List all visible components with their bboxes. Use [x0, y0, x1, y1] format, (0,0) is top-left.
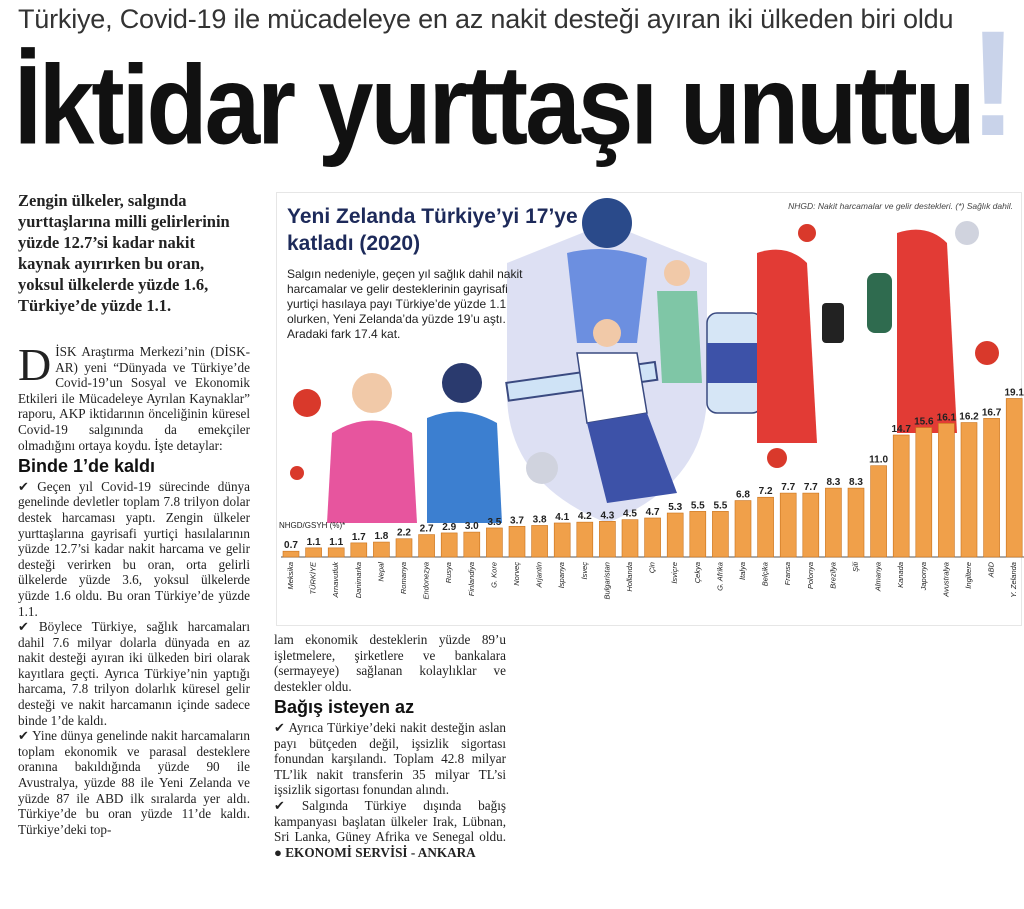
bar: [509, 526, 525, 557]
category-label: İtalya: [737, 562, 747, 580]
bar: [645, 518, 661, 557]
infographic: [276, 192, 1022, 626]
data-label: 0.7: [284, 540, 298, 552]
data-label: 16.1: [936, 412, 957, 424]
body-paragraph-3: ✔ Yine dünya genelinde nakit harcamaların toplam ekonomik ve parasal desteklere oranına bakıldığında yüzde 90 ile Avustralya, yüzde 88 ile Yeni Zelanda ve yüzde 87 ile ABD ilk sıralarda yer aldı. Türkiye’de bu oran yüzde 11’de kaldı. Türkiye’deki top-: [18, 728, 250, 837]
data-label: 8.3: [826, 477, 841, 489]
data-label: 2.7: [419, 523, 434, 535]
category-label: Endonezya: [421, 562, 431, 600]
intro-paragraph: [18, 339, 250, 453]
bar: [893, 435, 909, 557]
data-label: 2.9: [442, 521, 457, 533]
category-label: G. Afrika: [715, 562, 725, 591]
category-label: TÜRKİYE: [308, 562, 318, 595]
bar: [871, 466, 887, 557]
bar: [712, 511, 728, 557]
category-label: Polonya: [805, 562, 815, 590]
data-label: 3.7: [510, 515, 524, 527]
category-label: Fransa: [783, 562, 793, 586]
infographic-title: Yeni Zelanda Türkiye’yi 17’ye katladı (2020): [287, 205, 578, 255]
category-label: İspanya: [557, 562, 567, 589]
bar-chart: [277, 193, 1024, 625]
subhead-binde: Binde 1’de kaldı: [18, 456, 156, 477]
bar: [441, 533, 457, 557]
category-label: Çekya: [692, 562, 702, 584]
byline: ● EKONOMİ SERVİSİ - ANKARA: [274, 844, 476, 860]
category-label: Bulgaristan: [602, 562, 612, 600]
category-label: Rusya: [444, 562, 454, 584]
data-label: 5.5: [690, 500, 705, 512]
category-label: Almanya: [873, 562, 883, 592]
data-label: 7.7: [781, 482, 796, 494]
body-paragraph-5: [274, 798, 506, 860]
data-label: 8.3: [849, 477, 863, 489]
category-label: İsviçre: [670, 562, 680, 584]
body-paragraph-0: lam ekonomik desteklerin yüzde 89’u işletmelere, şirketlere ve bankalara (sermayeye) sağlanan kolaylıklar ve destekler oldu.: [274, 632, 506, 694]
data-label: 1.8: [374, 531, 389, 543]
kicker: Türkiye, Covid-19 ile mücadeleye en az nakit desteği ayıran iki ülkeden biri oldu: [18, 4, 954, 34]
data-label: 4.7: [645, 506, 660, 518]
data-label: 4.1: [555, 511, 570, 523]
bar: [464, 532, 480, 557]
category-label: Finlandiya: [466, 562, 476, 597]
category-label: Şili: [850, 562, 860, 573]
bar: [577, 522, 593, 557]
infographic-description: Salgın nedeniyle, geçen yıl sağlık dahil nakit harcamalar ve gelir desteklerinin gayrisafi yurtiçi hasılaya payı Türkiye’de yüzde 1.1 olurken, Yeni Zelanda’da yüzde 19’u aştı. Aradaki fark 17.4 kat.: [287, 267, 523, 341]
bar: [984, 418, 1000, 557]
data-label: 11.0: [869, 454, 889, 466]
category-label: ABD: [986, 562, 996, 578]
bar: [961, 423, 977, 557]
data-label: 7.7: [803, 482, 818, 494]
dropcap: D: [18, 339, 52, 390]
bar: [622, 520, 638, 557]
category-label: Romanya: [398, 562, 408, 595]
category-label: İsveç: [579, 562, 589, 580]
category-label: Brezilya: [828, 562, 838, 589]
column-right: [274, 632, 506, 860]
bar: [328, 548, 344, 557]
category-label: Çin: [647, 562, 657, 574]
bar: [283, 551, 299, 557]
category-label: G. Kore: [489, 562, 499, 588]
category-label: Nepal: [376, 562, 386, 582]
body-paragraph-5-text: ✔ Salgında Türkiye dışında bağış kampanyası başlatan ülkeler Irak, Lübnan, Sri Lanka, Güney Afrika ve Senegal oldu.: [274, 797, 506, 845]
data-label: 6.8: [736, 489, 750, 501]
data-label: 1.1: [329, 536, 344, 548]
data-label: 15.6: [914, 416, 934, 428]
category-label: Danimarka: [353, 562, 363, 599]
bar: [780, 493, 796, 557]
bar: [938, 423, 954, 557]
data-label: 16.7: [981, 407, 1002, 419]
category-label: Kanada: [896, 562, 906, 588]
bar: [803, 493, 819, 557]
category-label: Meksika: [285, 562, 295, 590]
data-label: 7.2: [758, 486, 773, 498]
bar: [419, 535, 435, 557]
category-label: Avustralya: [941, 562, 951, 597]
data-label: 3.0: [464, 521, 479, 533]
column-left: [18, 339, 250, 837]
data-label: 2.2: [397, 527, 411, 539]
category-label: Arjantin: [534, 562, 544, 588]
category-label: Japonya: [918, 562, 928, 591]
bar: [690, 511, 706, 557]
data-label: 1.1: [306, 536, 321, 548]
bar: [554, 523, 570, 557]
data-label: 5.3: [668, 502, 683, 514]
data-label: 19.1: [1004, 387, 1024, 399]
body-paragraph-2: ✔ Böylece Türkiye, sağlık harcamaları dahil 7.6 milyar dolarla dünyada en az nakit desteği ayıran iki ülkeden biri olarak kayıtlara geçti. Ayrıca Türkiye’nin yaptığı harcama, 7.8 trilyon dolarlık küresel gelir desteği ve nakit harcamanın içinde sadece binde 1’de kaldı.: [18, 619, 250, 728]
data-label: 1.7: [351, 531, 366, 543]
data-label: 3.5: [487, 516, 502, 528]
category-label: İngiltere: [963, 562, 973, 589]
data-label: 4.3: [600, 510, 615, 522]
bar: [1006, 398, 1022, 557]
bar: [916, 428, 932, 557]
body-paragraph-1: ✔ Geçen yıl Covid-19 sürecinde dünya genelinde devletler toplam 7.8 trilyon dolar destek harcaması yaptı. Zengin ülkeler yurttaşlarına gayrisafi yurtiçi hasılalarının yüzde 12.7’si kadar nakit harcama ve gelir desteği verirken bu oran, orta gelirli ülkelerde yüzde 3.6, yoksul ülkelerde yüzde 1.6 oldu. Bu oran Türkiye’de yüzde 1.1.: [18, 478, 250, 619]
data-label: 14.7: [891, 423, 911, 435]
category-label: Arnavutluk: [331, 562, 341, 598]
infographic-note: NHGD: Nakit harcamalar ve gelir destekleri. (*) Sağlık dahil.: [788, 201, 1013, 211]
chart-y-label: NHGD/GSYH (%)*: [279, 521, 346, 530]
bar: [599, 521, 615, 557]
bar: [373, 542, 389, 557]
subhead-bagis: Bağış isteyen az: [274, 697, 415, 718]
bar: [351, 543, 367, 557]
bar: [306, 548, 322, 557]
data-label: 4.5: [623, 508, 637, 520]
data-label: 16.2: [959, 411, 979, 423]
lead-paragraph: Zengin ülkeler, salgında yurttaşlarına milli gelirlerinin yüzde 12.7’si kadar nakit kaynak ayırırken bu oran, yoksul ülkelerde yüzde 1.6, Türkiye’de yüzde 1.1.: [18, 191, 230, 315]
headline: İktidar yurttaşı unuttu: [14, 42, 973, 168]
bar: [758, 497, 774, 557]
bar: [848, 488, 864, 557]
bar: [532, 525, 548, 557]
bar: [735, 501, 751, 557]
bar: [825, 488, 841, 557]
headline-exclamation: !: [968, 0, 1018, 167]
category-label: Norveç: [511, 562, 521, 586]
data-label: 5.5: [713, 500, 728, 512]
category-label: Y. Zelanda: [1009, 562, 1019, 598]
category-label: Hollanda: [624, 562, 634, 592]
bar: [396, 539, 412, 557]
category-label: Belçika: [760, 562, 770, 587]
data-label: 4.2: [577, 511, 592, 523]
bar: [667, 513, 683, 557]
data-label: 3.8: [532, 514, 547, 526]
bar: [486, 528, 502, 557]
body-paragraph-4: ✔ Ayrıca Türkiye’deki nakit desteğin aslan payı bütçeden değil, işsizlik sigortası fonundan karşılandı. Toplam 42.8 milyar TL’lik nakit transferin 35 milyar TL’si işsizlik sigortası fonundan alındı.: [274, 719, 506, 798]
intro-text: İSK Araştırma Merkezi’nin (DİSK-AR) yeni “Dünyada ve Türkiye’de Covid-19’un Sosyal ve Ekonomik Etkileri ile Mücadeleye Ayrılan Kaynaklar” raporu, AKP iktidarının önceliğinin küresel Covid-19 salgınında da emekçiler olmadığını ortaya koydu. İşte detaylar:: [18, 344, 250, 453]
